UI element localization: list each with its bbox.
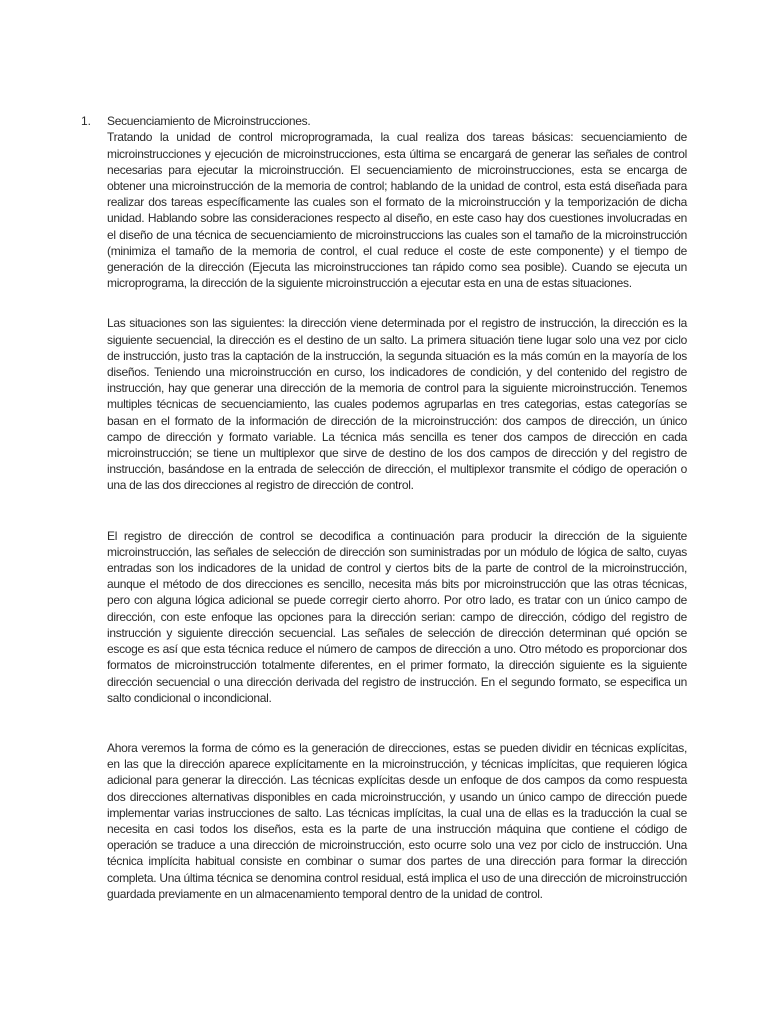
paragraph-2: Las situaciones son las siguientes: la dirección viene determinada por el registro de instrucción, la dirección es la siguiente secuencial, la dirección es el destino de un salto. La primera situación tiene lugar solo una vez por ciclo de instrucción, justo tras la captación de la instrucción, la segunda situación es la más común en la mayoría de los diseños. Teniendo una microinstrucción en curso, los indicadores de condición, y del contenido del registro de instrucción, hay que generar una dirección de la memoria de control para la siguiente microinstrucción. Tenemos multiples técnicas de secuenciamiento, las cuales podemos agruparlas en tres categorias, estas categorías se basan en el formato de la información de dirección de la microinstrucción: dos campos de dirección, un único campo de dirección y formato variable. La técnica más sencilla es tener dos campos de dirección en cada microinstrucción; se tiene un multiplexor que sirve de destino de los dos campos de dirección y del registro de instrucción, basándose en la entrada de selección de dirección, el multiplexor transmite el código de operación o una de las dos direcciones al registro de dirección de control. — [107, 316, 687, 493]
paragraph-3: El registro de dirección de control se decodifica a continuación para producir la dirección de la siguiente microinstrucción, las señales de selección de dirección son suministradas por un módulo de lógica de salto, cuyas entradas son los indicadores de la unidad de control y ciertos bits de la parte de control de la microinstrucción, aunque el método de dos direcciones es sencillo, necesita más bits por microinstrucción que las otras técnicas, pero con alguna lógica adicional se puede corregir cierto ahorro. Por otro lado, es tratar con un único campo de dirección, con este enfoque las opciones para la dirección serian: campo de dirección, código del registro de instrucción y siguiente dirección secuencial. Las señales de selección de dirección determinan qué opción se escoge es así que esta técnica reduce el número de campos de dirección a uno. Otro método es proporcionar dos formatos de microinstrucción totalmente diferentes, en el primer formato, la dirección siguiente es la siguiente dirección secuencial o una dirección derivada del registro de instrucción. En el segundo formato, se especifica un salto condicional o incondicional. — [107, 528, 687, 705]
paragraph-1: Tratando la unidad de control microprogramada, la cual realiza dos tareas básicas: secuenciamiento de microinstrucciones y ejecución de microinstrucciones, esta última se encargará de generar las señales de control necesarias para ejecutar la microinstrucción. El secuenciamiento de microinstrucciones, esta se encarga de obtener una microinstrucción de la memoria de control; hablando de la unidad de control, esta está diseñada para realizar dos tareas específicamente las cuales son el formato de la microinstrucción y la temporización de dicha unidad. Hablando sobre las consideraciones respecto al diseño, en este caso hay dos cuestiones involucradas en el diseño de una técnica de secuenciamiento de microinstruccions las cuales son el tamaño de la microinstrucción (minimiza el tamaño de la memoria de control, el cual reduce el coste de este componente) y el tiempo de generación de la dirección (Ejecuta las microinstrucciones tan rápido como sea posible). Cuando se ejecuta un microprograma, la dirección de la siguiente microinstrucción a ejecutar esta en una de estas situaciones. — [107, 130, 687, 291]
paragraph-4: Ahora veremos la forma de cómo es la generación de direcciones, estas se pueden dividir en técnicas explícitas, en las que la dirección aparece explícitamente en la microinstrucción, y técnicas implícitas, que requieren lógica adicional para generar la dirección. Las técnicas explícitas desde un enfoque de dos campos da como respuesta dos direcciones alternativas disponibles en cada microinstrucción, y usando un único campo de dirección puede implementar varias instrucciones de salto. Las técnicas implícitas, la cual una de ellas es la traducción la cual se necesita en casi todos los diseños, esta es la parte de una instrucción máquina que contiene el código de operación se traduce a una dirección de microinstrucción, esto ocurre solo una vez por ciclo de instrucción. Una técnica implícita habitual consiste en combinar o sumar dos partes de una dirección para formar la dirección completa. Una última técnica se denomina control residual, está implica el uso de una dirección de microinstrucción guardada previamente en un almacenamiento temporal dentro de la unidad de control. — [107, 740, 687, 901]
section-heading: Secuenciamiento de Microinstrucciones. — [107, 114, 311, 128]
list-item — [81, 113, 687, 902]
list-number: 1. — [81, 114, 92, 128]
list-item-content — [107, 113, 687, 902]
